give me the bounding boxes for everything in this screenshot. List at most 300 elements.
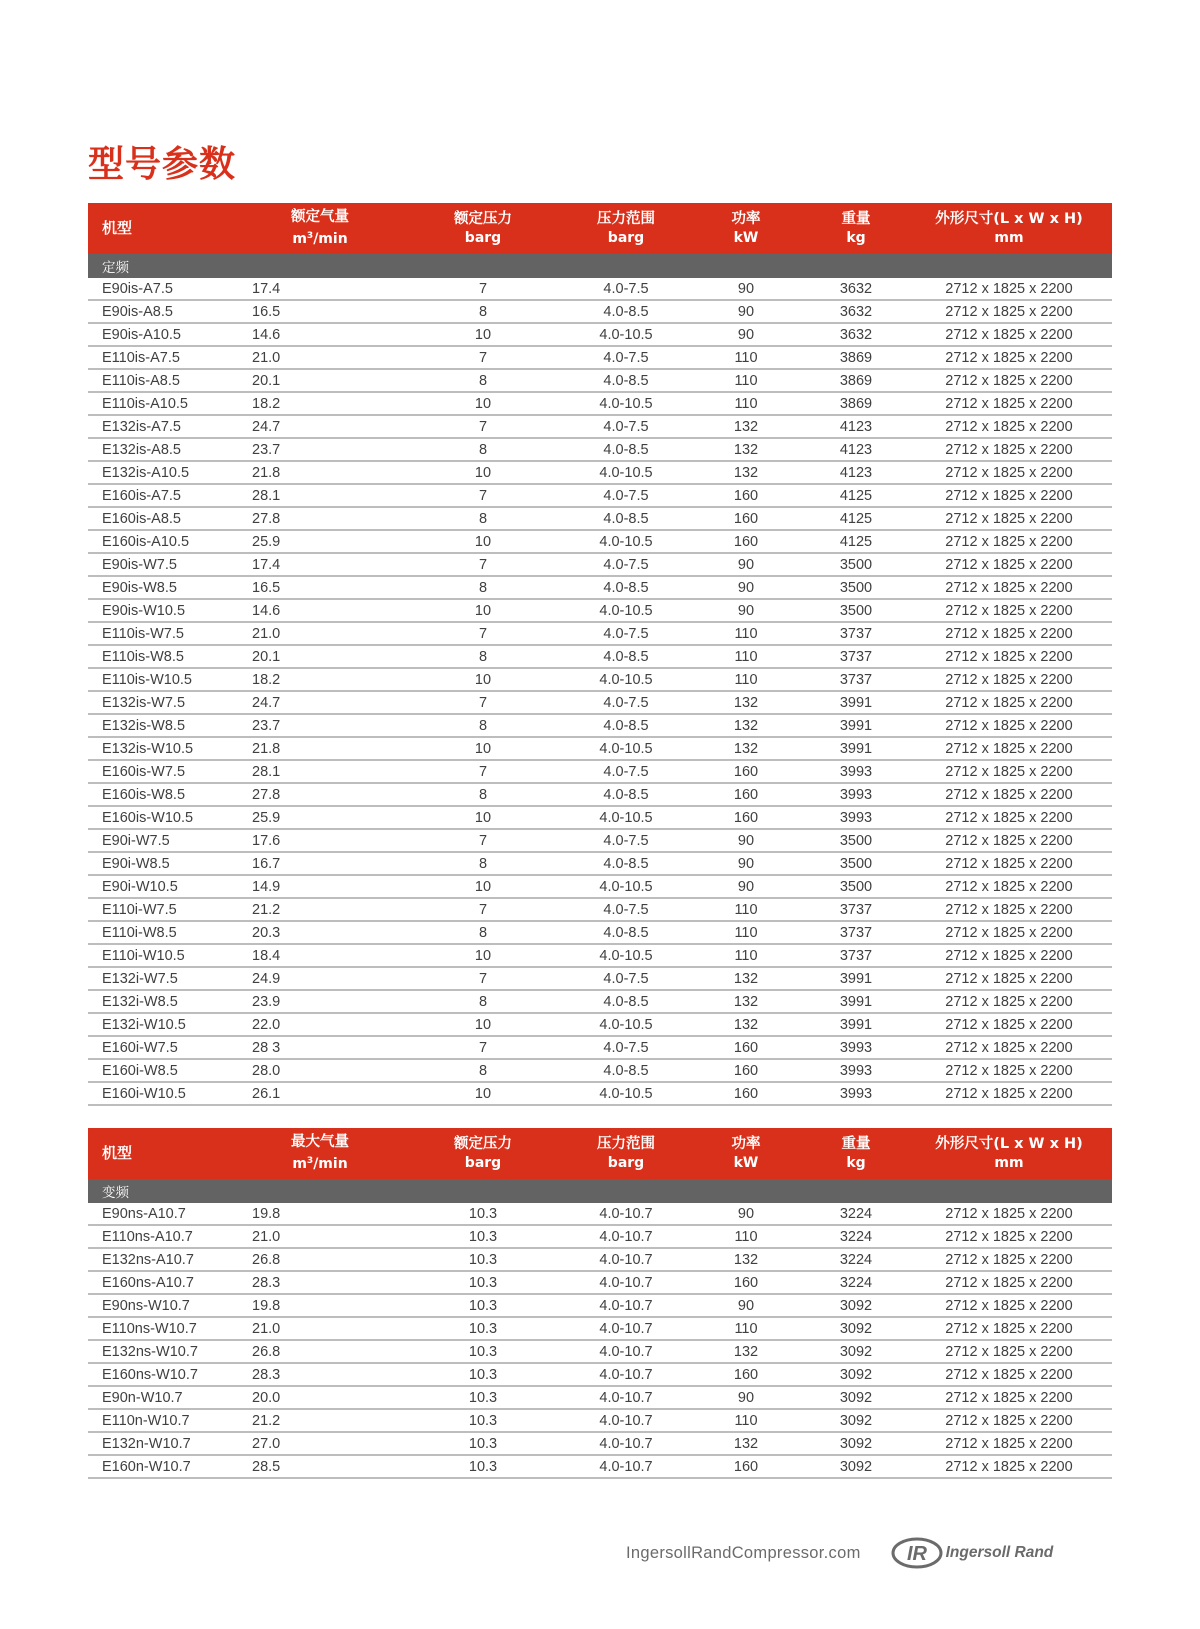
cell-weight: 3993 <box>806 783 906 806</box>
header-max-flow: 最大气量 $m^3/\min$ <box>240 1128 400 1179</box>
cell-weight: 3092 <box>806 1294 906 1317</box>
cell-model: E90n-W10.7 <box>88 1386 240 1409</box>
cell-rated-pressure: 10.3 <box>400 1455 566 1478</box>
cell-pressure-range: 4.0-10.5 <box>566 530 686 553</box>
cell-power: 110 <box>686 392 806 415</box>
cell-rated-pressure: 7 <box>400 346 566 369</box>
table-row <box>88 1082 1112 1105</box>
cell-power: 132 <box>686 438 806 461</box>
cell-power: 132 <box>686 461 806 484</box>
cell-flow: 28 3 <box>240 1036 400 1059</box>
cell-weight: 3737 <box>806 898 906 921</box>
cell-rated-pressure: 7 <box>400 760 566 783</box>
group-label: 变频 <box>88 1179 1112 1203</box>
cell-rated-pressure: 7 <box>400 1036 566 1059</box>
table-row <box>88 921 1112 944</box>
page-title: 型号参数 <box>88 144 237 185</box>
cell-flow: 23.7 <box>240 438 400 461</box>
cell-rated-pressure: 7 <box>400 415 566 438</box>
cell-dimensions: 2712 x 1825 x 2200 <box>906 1340 1112 1363</box>
cell-flow: 17.4 <box>240 278 400 300</box>
cell-dimensions: 2712 x 1825 x 2200 <box>906 300 1112 323</box>
cell-flow: 24.7 <box>240 415 400 438</box>
cell-model: E110i-W8.5 <box>88 921 240 944</box>
table-row <box>88 737 1112 760</box>
header-pressure-range: 压力范围 barg <box>566 1128 686 1179</box>
cell-power: 132 <box>686 1248 806 1271</box>
cell-flow: 14.6 <box>240 599 400 622</box>
cell-rated-pressure: 10 <box>400 806 566 829</box>
table-row <box>88 346 1112 369</box>
cell-flow: 20.0 <box>240 1386 400 1409</box>
cell-weight: 3092 <box>806 1409 906 1432</box>
variable-speed-spec-table <box>88 1128 1112 1479</box>
cell-flow: 26.8 <box>240 1248 400 1271</box>
cell-model: E132n-W10.7 <box>88 1432 240 1455</box>
cell-power: 132 <box>686 967 806 990</box>
cell-pressure-range: 4.0-8.5 <box>566 714 686 737</box>
cell-dimensions: 2712 x 1825 x 2200 <box>906 1294 1112 1317</box>
cell-flow: 18.2 <box>240 668 400 691</box>
brand-logo <box>891 1537 1054 1569</box>
cell-dimensions: 2712 x 1825 x 2200 <box>906 392 1112 415</box>
cell-rated-pressure: 10.3 <box>400 1225 566 1248</box>
cell-weight: 3869 <box>806 369 906 392</box>
table-header-row <box>88 203 1112 254</box>
table-row <box>88 1340 1112 1363</box>
table-row <box>88 1203 1112 1225</box>
cell-rated-pressure: 7 <box>400 829 566 852</box>
website-link[interactable]: IngersollRandCompressor.com <box>626 1543 861 1562</box>
cell-pressure-range: 4.0-8.5 <box>566 921 686 944</box>
cell-flow: 17.4 <box>240 553 400 576</box>
group-label: 定频 <box>88 254 1112 278</box>
cell-weight: 3991 <box>806 967 906 990</box>
cell-dimensions: 2712 x 1825 x 2200 <box>906 1036 1112 1059</box>
header-weight: 重量 kg <box>806 1128 906 1179</box>
cell-weight: 3991 <box>806 990 906 1013</box>
cell-rated-pressure: 7 <box>400 484 566 507</box>
cell-dimensions: 2712 x 1825 x 2200 <box>906 530 1112 553</box>
cell-power: 160 <box>686 507 806 530</box>
cell-dimensions: 2712 x 1825 x 2200 <box>906 1248 1112 1271</box>
cell-model: E160is-W7.5 <box>88 760 240 783</box>
cell-rated-pressure: 7 <box>400 622 566 645</box>
cell-pressure-range: 4.0-10.7 <box>566 1409 686 1432</box>
cell-model: E160i-W10.5 <box>88 1082 240 1105</box>
cell-pressure-range: 4.0-10.5 <box>566 1082 686 1105</box>
cell-dimensions: 2712 x 1825 x 2200 <box>906 415 1112 438</box>
cell-rated-pressure: 10 <box>400 599 566 622</box>
cell-model: E160i-W7.5 <box>88 1036 240 1059</box>
cell-power: 160 <box>686 484 806 507</box>
cell-rated-pressure: 8 <box>400 852 566 875</box>
cell-dimensions: 2712 x 1825 x 2200 <box>906 1386 1112 1409</box>
cell-model: E90ns-A10.7 <box>88 1203 240 1225</box>
cell-rated-pressure: 10 <box>400 668 566 691</box>
cell-power: 160 <box>686 1363 806 1386</box>
cell-rated-pressure: 8 <box>400 783 566 806</box>
cell-dimensions: 2712 x 1825 x 2200 <box>906 599 1112 622</box>
cell-weight: 3092 <box>806 1363 906 1386</box>
cell-dimensions: 2712 x 1825 x 2200 <box>906 622 1112 645</box>
cell-pressure-range: 4.0-10.7 <box>566 1271 686 1294</box>
table-row <box>88 1271 1112 1294</box>
cell-weight: 3737 <box>806 622 906 645</box>
cell-pressure-range: 4.0-7.5 <box>566 484 686 507</box>
cell-dimensions: 2712 x 1825 x 2200 <box>906 1432 1112 1455</box>
cell-dimensions: 2712 x 1825 x 2200 <box>906 898 1112 921</box>
cell-flow: 28.0 <box>240 1059 400 1082</box>
cell-flow: 23.7 <box>240 714 400 737</box>
cell-pressure-range: 4.0-10.7 <box>566 1294 686 1317</box>
cell-rated-pressure: 7 <box>400 278 566 300</box>
cell-flow: 23.9 <box>240 990 400 1013</box>
table-row <box>88 1317 1112 1340</box>
cell-dimensions: 2712 x 1825 x 2200 <box>906 369 1112 392</box>
cell-pressure-range: 4.0-8.5 <box>566 1059 686 1082</box>
cell-weight: 3737 <box>806 668 906 691</box>
cell-model: E160is-A10.5 <box>88 530 240 553</box>
cell-model: E90is-A7.5 <box>88 278 240 300</box>
cell-weight: 3993 <box>806 1082 906 1105</box>
cell-power: 110 <box>686 1225 806 1248</box>
cell-weight: 3991 <box>806 1013 906 1036</box>
cell-power: 132 <box>686 1432 806 1455</box>
cell-model: E90is-W8.5 <box>88 576 240 599</box>
table-row <box>88 898 1112 921</box>
cell-dimensions: 2712 x 1825 x 2200 <box>906 875 1112 898</box>
cell-pressure-range: 4.0-10.7 <box>566 1340 686 1363</box>
cell-dimensions: 2712 x 1825 x 2200 <box>906 461 1112 484</box>
cell-flow: 28.1 <box>240 760 400 783</box>
cell-rated-pressure: 8 <box>400 300 566 323</box>
table-row <box>88 1059 1112 1082</box>
cell-flow: 14.9 <box>240 875 400 898</box>
cell-dimensions: 2712 x 1825 x 2200 <box>906 829 1112 852</box>
cell-model: E90is-A8.5 <box>88 300 240 323</box>
table-row <box>88 484 1112 507</box>
cell-model: E110ns-W10.7 <box>88 1317 240 1340</box>
cell-model: E110is-W7.5 <box>88 622 240 645</box>
cell-pressure-range: 4.0-10.7 <box>566 1317 686 1340</box>
cell-rated-pressure: 10 <box>400 1013 566 1036</box>
cell-pressure-range: 4.0-7.5 <box>566 553 686 576</box>
cell-rated-pressure: 10.3 <box>400 1409 566 1432</box>
cell-model: E132is-W8.5 <box>88 714 240 737</box>
brand-name: Ingersoll Rand <box>945 1544 1054 1561</box>
cell-rated-pressure: 8 <box>400 507 566 530</box>
cell-weight: 3737 <box>806 921 906 944</box>
cell-flow: 21.2 <box>240 898 400 921</box>
cell-weight: 3092 <box>806 1317 906 1340</box>
header-dimensions: 外形尺寸(L x W x H) mm <box>906 1128 1112 1179</box>
cell-rated-pressure: 8 <box>400 1059 566 1082</box>
cell-pressure-range: 4.0-10.5 <box>566 944 686 967</box>
cell-weight: 4123 <box>806 438 906 461</box>
cell-flow: 25.9 <box>240 806 400 829</box>
cell-pressure-range: 4.0-7.5 <box>566 622 686 645</box>
cell-flow: 18.4 <box>240 944 400 967</box>
cell-weight: 3500 <box>806 852 906 875</box>
cell-power: 110 <box>686 645 806 668</box>
cell-dimensions: 2712 x 1825 x 2200 <box>906 737 1112 760</box>
cell-dimensions: 2712 x 1825 x 2200 <box>906 668 1112 691</box>
header-model: 机型 <box>88 1128 240 1179</box>
cell-rated-pressure: 10.3 <box>400 1432 566 1455</box>
table-row <box>88 691 1112 714</box>
cell-flow: 18.2 <box>240 392 400 415</box>
cell-pressure-range: 4.0-10.5 <box>566 1013 686 1036</box>
page-footer <box>626 1537 1053 1569</box>
cell-model: E132is-W10.5 <box>88 737 240 760</box>
cell-dimensions: 2712 x 1825 x 2200 <box>906 576 1112 599</box>
cell-weight: 3092 <box>806 1432 906 1455</box>
header-pressure-range: 压力范围 barg <box>566 203 686 254</box>
table-row <box>88 668 1112 691</box>
cell-dimensions: 2712 x 1825 x 2200 <box>906 1013 1112 1036</box>
table-row <box>88 783 1112 806</box>
cell-power: 132 <box>686 1340 806 1363</box>
cell-rated-pressure: 10 <box>400 875 566 898</box>
cell-flow: 21.0 <box>240 346 400 369</box>
cell-rated-pressure: 8 <box>400 990 566 1013</box>
group-row-variable-speed <box>88 1179 1112 1203</box>
cell-flow: 19.8 <box>240 1294 400 1317</box>
cell-flow: 20.1 <box>240 369 400 392</box>
cell-weight: 3500 <box>806 599 906 622</box>
cell-model: E110is-A10.5 <box>88 392 240 415</box>
cell-power: 132 <box>686 714 806 737</box>
cell-model: E110i-W10.5 <box>88 944 240 967</box>
cell-power: 160 <box>686 530 806 553</box>
cell-power: 90 <box>686 829 806 852</box>
cell-model: E160n-W10.7 <box>88 1455 240 1478</box>
ingersoll-rand-logo-icon <box>891 1537 943 1569</box>
header-rated-pressure: 额定压力 barg <box>400 1128 566 1179</box>
cell-weight: 4125 <box>806 484 906 507</box>
cell-dimensions: 2712 x 1825 x 2200 <box>906 1059 1112 1082</box>
cell-dimensions: 2712 x 1825 x 2200 <box>906 1455 1112 1478</box>
cell-rated-pressure: 8 <box>400 645 566 668</box>
cell-dimensions: 2712 x 1825 x 2200 <box>906 760 1112 783</box>
cell-dimensions: 2712 x 1825 x 2200 <box>906 507 1112 530</box>
table-row <box>88 967 1112 990</box>
cell-weight: 3500 <box>806 875 906 898</box>
cell-weight: 3993 <box>806 806 906 829</box>
cell-power: 90 <box>686 576 806 599</box>
cell-pressure-range: 4.0-10.5 <box>566 737 686 760</box>
table-row <box>88 1294 1112 1317</box>
table-row <box>88 806 1112 829</box>
cell-model: E110is-A7.5 <box>88 346 240 369</box>
cell-pressure-range: 4.0-7.5 <box>566 1036 686 1059</box>
table-row <box>88 278 1112 300</box>
cell-pressure-range: 4.0-8.5 <box>566 300 686 323</box>
cell-model: E90is-W7.5 <box>88 553 240 576</box>
cell-flow: 21.8 <box>240 737 400 760</box>
cell-power: 132 <box>686 737 806 760</box>
cell-model: E160is-W8.5 <box>88 783 240 806</box>
cell-model: E132ns-W10.7 <box>88 1340 240 1363</box>
cell-dimensions: 2712 x 1825 x 2200 <box>906 278 1112 300</box>
table-row <box>88 438 1112 461</box>
cell-rated-pressure: 8 <box>400 576 566 599</box>
cell-pressure-range: 4.0-7.5 <box>566 829 686 852</box>
table-row <box>88 1363 1112 1386</box>
cell-weight: 3869 <box>806 392 906 415</box>
table-row <box>88 829 1112 852</box>
cell-model: E132is-A8.5 <box>88 438 240 461</box>
cell-power: 160 <box>686 1059 806 1082</box>
cell-dimensions: 2712 x 1825 x 2200 <box>906 783 1112 806</box>
cell-pressure-range: 4.0-7.5 <box>566 346 686 369</box>
cell-pressure-range: 4.0-7.5 <box>566 967 686 990</box>
cell-rated-pressure: 8 <box>400 714 566 737</box>
cell-power: 110 <box>686 346 806 369</box>
cell-pressure-range: 4.0-10.7 <box>566 1363 686 1386</box>
cell-flow: 25.9 <box>240 530 400 553</box>
cell-rated-pressure: 10 <box>400 323 566 346</box>
cell-pressure-range: 4.0-10.7 <box>566 1432 686 1455</box>
table-row <box>88 530 1112 553</box>
cell-pressure-range: 4.0-10.5 <box>566 875 686 898</box>
cell-power: 160 <box>686 1036 806 1059</box>
cell-weight: 3737 <box>806 645 906 668</box>
cell-weight: 3500 <box>806 829 906 852</box>
cell-flow: 19.8 <box>240 1203 400 1225</box>
cell-dimensions: 2712 x 1825 x 2200 <box>906 806 1112 829</box>
cell-dimensions: 2712 x 1825 x 2200 <box>906 323 1112 346</box>
cell-pressure-range: 4.0-10.5 <box>566 461 686 484</box>
cell-model: E132is-W7.5 <box>88 691 240 714</box>
cell-weight: 3993 <box>806 760 906 783</box>
table-row <box>88 875 1112 898</box>
cell-model: E160ns-W10.7 <box>88 1363 240 1386</box>
cell-model: E110i-W7.5 <box>88 898 240 921</box>
cell-weight: 4125 <box>806 507 906 530</box>
cell-rated-pressure: 10.3 <box>400 1340 566 1363</box>
cell-model: E132i-W8.5 <box>88 990 240 1013</box>
header-power: 功率 kW <box>686 1128 806 1179</box>
cell-rated-pressure: 7 <box>400 553 566 576</box>
cell-pressure-range: 4.0-10.7 <box>566 1386 686 1409</box>
table-row <box>88 553 1112 576</box>
cell-pressure-range: 4.0-10.7 <box>566 1225 686 1248</box>
cell-weight: 3224 <box>806 1271 906 1294</box>
cell-pressure-range: 4.0-10.7 <box>566 1203 686 1225</box>
cell-model: E160is-A8.5 <box>88 507 240 530</box>
cell-weight: 3092 <box>806 1340 906 1363</box>
table-row <box>88 369 1112 392</box>
cell-pressure-range: 4.0-7.5 <box>566 898 686 921</box>
cell-pressure-range: 4.0-10.5 <box>566 323 686 346</box>
cell-pressure-range: 4.0-7.5 <box>566 691 686 714</box>
cell-power: 110 <box>686 898 806 921</box>
cell-power: 90 <box>686 1386 806 1409</box>
cell-pressure-range: 4.0-7.5 <box>566 760 686 783</box>
cell-power: 160 <box>686 1455 806 1478</box>
cell-dimensions: 2712 x 1825 x 2200 <box>906 346 1112 369</box>
cell-model: E90i-W10.5 <box>88 875 240 898</box>
header-power: 功率 kW <box>686 203 806 254</box>
table-row <box>88 1248 1112 1271</box>
cell-rated-pressure: 10 <box>400 944 566 967</box>
cell-power: 160 <box>686 760 806 783</box>
cell-power: 90 <box>686 300 806 323</box>
cell-weight: 3993 <box>806 1059 906 1082</box>
cell-model: E110is-W10.5 <box>88 668 240 691</box>
cell-dimensions: 2712 x 1825 x 2200 <box>906 714 1112 737</box>
table-row <box>88 1225 1112 1248</box>
header-rated-pressure: 额定压力 barg <box>400 203 566 254</box>
header-weight: 重量 kg <box>806 203 906 254</box>
cell-rated-pressure: 10.3 <box>400 1271 566 1294</box>
cell-flow: 26.8 <box>240 1340 400 1363</box>
cell-pressure-range: 4.0-10.5 <box>566 668 686 691</box>
cell-power: 90 <box>686 852 806 875</box>
table-row <box>88 599 1112 622</box>
cell-pressure-range: 4.0-8.5 <box>566 438 686 461</box>
cell-model: E90is-W10.5 <box>88 599 240 622</box>
cell-model: E90is-A10.5 <box>88 323 240 346</box>
cell-flow: 20.1 <box>240 645 400 668</box>
cell-pressure-range: 4.0-8.5 <box>566 576 686 599</box>
cell-dimensions: 2712 x 1825 x 2200 <box>906 553 1112 576</box>
header-rated-flow: 额定气量 $m^3/\min$ <box>240 203 400 254</box>
table-row <box>88 1409 1112 1432</box>
cell-flow: 28.5 <box>240 1455 400 1478</box>
cell-dimensions: 2712 x 1825 x 2200 <box>906 1317 1112 1340</box>
cell-power: 110 <box>686 921 806 944</box>
cell-pressure-range: 4.0-10.5 <box>566 599 686 622</box>
cell-pressure-range: 4.0-8.5 <box>566 369 686 392</box>
table-row <box>88 576 1112 599</box>
cell-rated-pressure: 10.3 <box>400 1248 566 1271</box>
table-row <box>88 1455 1112 1478</box>
cell-power: 90 <box>686 553 806 576</box>
cell-weight: 3632 <box>806 323 906 346</box>
table-row <box>88 415 1112 438</box>
cell-rated-pressure: 10 <box>400 737 566 760</box>
cell-power: 160 <box>686 806 806 829</box>
cell-weight: 4123 <box>806 415 906 438</box>
cell-model: E110is-A8.5 <box>88 369 240 392</box>
cell-rated-pressure: 7 <box>400 691 566 714</box>
table-row <box>88 1386 1112 1409</box>
cell-power: 90 <box>686 599 806 622</box>
cell-pressure-range: 4.0-10.7 <box>566 1455 686 1478</box>
cell-dimensions: 2712 x 1825 x 2200 <box>906 967 1112 990</box>
cell-model: E132is-A10.5 <box>88 461 240 484</box>
cell-pressure-range: 4.0-7.5 <box>566 415 686 438</box>
cell-weight: 3092 <box>806 1455 906 1478</box>
cell-weight: 4125 <box>806 530 906 553</box>
cell-dimensions: 2712 x 1825 x 2200 <box>906 921 1112 944</box>
cell-model: E110ns-A10.7 <box>88 1225 240 1248</box>
cell-rated-pressure: 7 <box>400 967 566 990</box>
table-row <box>88 1013 1112 1036</box>
cell-pressure-range: 4.0-8.5 <box>566 783 686 806</box>
cell-model: E132ns-A10.7 <box>88 1248 240 1271</box>
table-row <box>88 1432 1112 1455</box>
cell-power: 90 <box>686 278 806 300</box>
cell-power: 110 <box>686 622 806 645</box>
cell-model: E90ns-W10.7 <box>88 1294 240 1317</box>
cell-model: E132i-W7.5 <box>88 967 240 990</box>
cell-flow: 21.0 <box>240 1317 400 1340</box>
cell-power: 90 <box>686 1203 806 1225</box>
